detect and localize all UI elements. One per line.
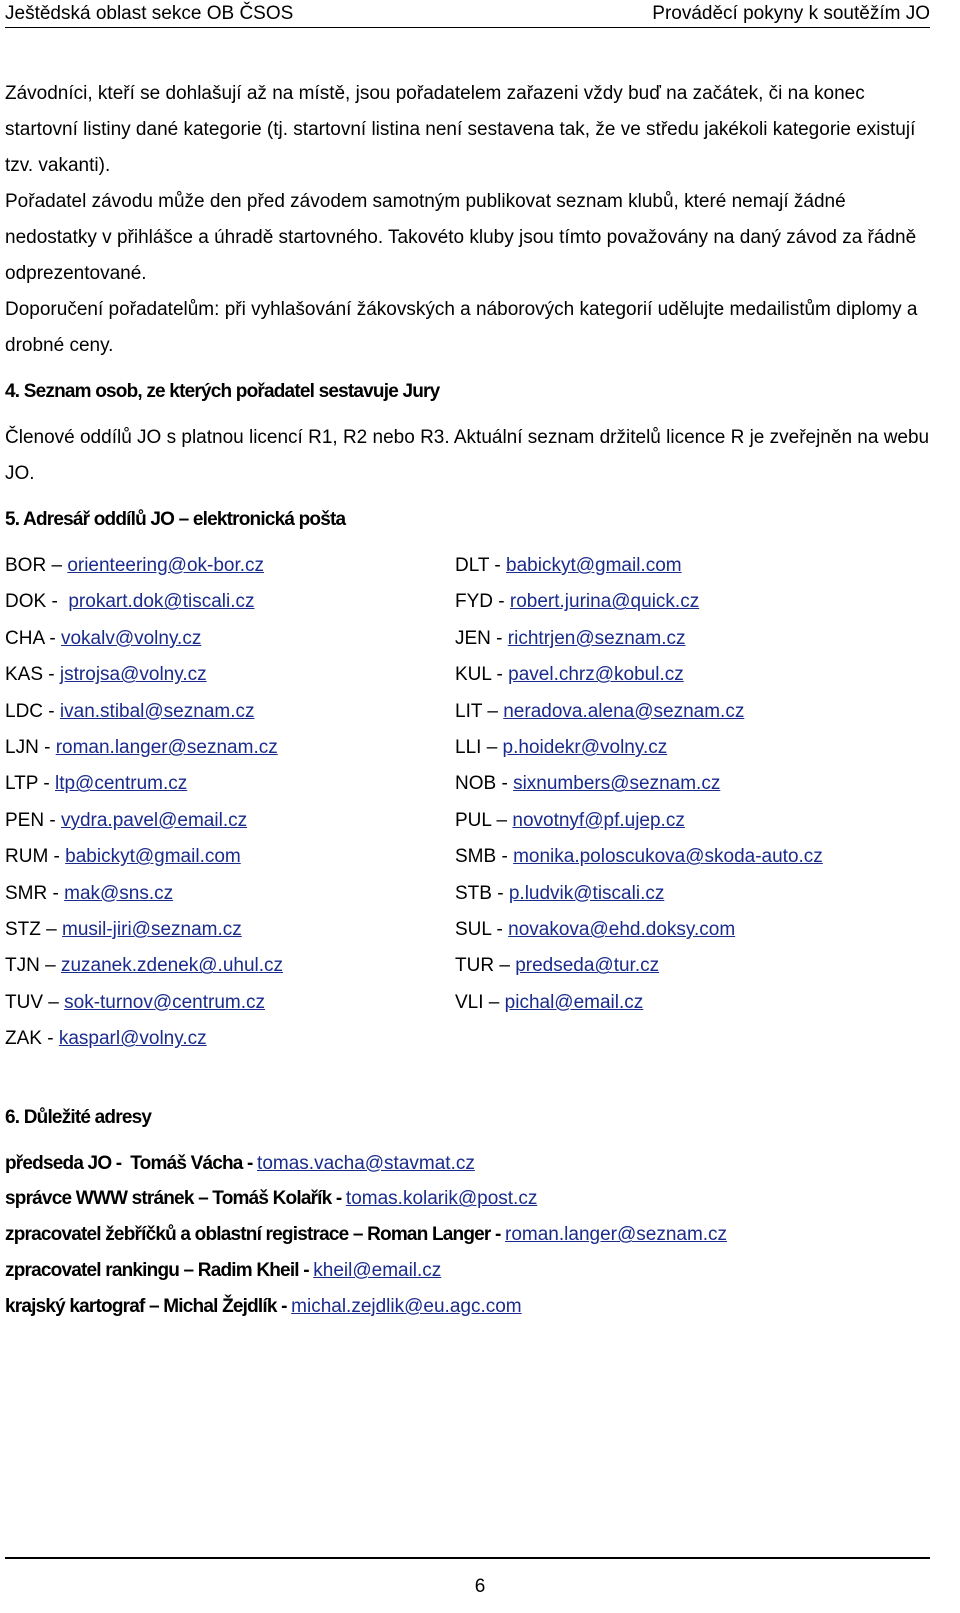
club-entry	[455, 584, 905, 620]
role-label: zpracovatel rankingu – Radim Kheil -	[5, 1260, 314, 1282]
separator: –	[491, 809, 513, 831]
role-label: zpracovatel žebříčků a oblastní registrace – Roman Langer -	[5, 1224, 506, 1246]
email-link[interactable]: vokalv@volny.cz	[60, 627, 202, 649]
club-entry	[5, 730, 455, 766]
paragraph: Závodníci, kteří se dohlašují až na místě, jsou pořadatelem zařazeni vždy buď na začátek, či na konec startovní listiny dané kategorie (tj. startovní listina není sestavena tak, že ve středu jakékoli kategorie existují tzv. vakanti).	[5, 83, 916, 176]
club-entry	[5, 766, 455, 802]
club-code: DLT	[455, 555, 490, 576]
separator: –	[494, 955, 516, 977]
email-link[interactable]: novakova@ehd.doksy.com	[508, 919, 736, 941]
club-list-left	[5, 548, 455, 1058]
club-code: RUM	[5, 846, 49, 868]
email-link[interactable]: richtrjen@seznam.cz	[507, 627, 686, 649]
club-entry	[5, 584, 455, 620]
club-code: BOR	[5, 555, 47, 576]
separator: –	[481, 737, 503, 759]
club-entry	[455, 766, 905, 802]
email-link[interactable]: predseda@tur.cz	[515, 955, 660, 977]
club-code: FYD	[455, 591, 493, 613]
email-link[interactable]: kasparl@volny.cz	[58, 1028, 207, 1050]
club-entry	[455, 803, 905, 839]
club-entry	[5, 548, 455, 584]
club-entry	[455, 912, 905, 948]
club-code: DOK	[5, 591, 47, 613]
club-code: STB	[455, 882, 492, 904]
club-entry	[455, 839, 905, 875]
separator: -	[44, 627, 61, 649]
separator: –	[40, 919, 63, 941]
email-link[interactable]: babickyt@gmail.com	[65, 846, 241, 868]
club-entry	[455, 730, 905, 766]
club-code: LTP	[5, 773, 39, 795]
role-label: správce WWW stránek – Tomáš Kolařík -	[5, 1188, 346, 1210]
email-link[interactable]: novotnyf@pf.ujep.cz	[512, 809, 685, 831]
club-entry	[455, 621, 905, 657]
email-link[interactable]: pichal@email.cz	[504, 991, 644, 1013]
club-code: LLI	[455, 737, 482, 759]
club-entry	[455, 694, 905, 730]
email-link[interactable]: babickyt@gmail.com	[506, 555, 682, 576]
club-code: LJN	[5, 737, 39, 759]
club-code: TUV	[5, 991, 43, 1013]
email-link[interactable]: zuzanek.zdenek@.uhul.cz	[60, 955, 284, 977]
club-code: TUR	[455, 955, 495, 977]
separator: –	[43, 991, 65, 1013]
email-link[interactable]: tomas.vacha@stavmat.cz	[257, 1152, 475, 1174]
separator: -	[47, 882, 65, 904]
separator: -	[493, 591, 510, 613]
separator: –	[46, 555, 68, 576]
club-entry	[455, 876, 905, 912]
email-link[interactable]: p.hoidekr@volny.cz	[502, 737, 668, 759]
club-code: NOB	[455, 773, 497, 795]
email-link[interactable]: sixnumbers@seznam.cz	[513, 773, 721, 795]
email-link[interactable]: ivan.stibal@seznam.cz	[59, 700, 255, 722]
club-entry	[5, 948, 455, 984]
club-entry	[5, 621, 455, 657]
separator: -	[496, 773, 514, 795]
club-code: JEN	[455, 627, 491, 649]
club-entry	[5, 803, 455, 839]
club-code: SMR	[5, 882, 48, 904]
club-code: SMB	[455, 846, 497, 868]
club-entry	[5, 694, 455, 730]
separator: -	[41, 1028, 59, 1050]
club-code: PUL	[455, 809, 492, 831]
club-entry	[455, 657, 905, 693]
paragraph: Pořadatel závodu může den před závodem samotným publikovat seznam klubů, které nemají žádné nedostatky v přihlášce a úhradě startovného. Takovéto kluby jsou tímto považovány na daný závod za řádně odprezentované.	[5, 191, 917, 284]
separator: -	[491, 882, 509, 904]
club-entry	[5, 1021, 455, 1057]
club-entry	[5, 839, 455, 875]
header-left: Ještědská oblast sekce OB ČSOS	[5, 2, 294, 24]
club-entry	[5, 657, 455, 693]
section-4-text: Členové oddílů JO s platnou licencí R1, R2 nebo R3. Aktuální seznam držitelů licence R je zveřejněn na webu JO.	[5, 427, 930, 484]
role-label: krajský kartograf – Michal Žejdlík -	[5, 1295, 292, 1317]
email-link[interactable]: musil-jiri@seznam.cz	[62, 919, 242, 941]
email-link[interactable]: prokart.dok@tiscali.cz	[68, 591, 255, 613]
important-address-entry	[5, 1181, 930, 1217]
important-addresses	[5, 1146, 930, 1325]
club-code: ZAK	[5, 1028, 42, 1050]
email-link[interactable]: pavel.chrz@kobul.cz	[508, 664, 684, 686]
important-address-entry	[5, 1253, 930, 1289]
separator: -	[43, 700, 60, 722]
email-link[interactable]: robert.jurina@quick.cz	[509, 591, 700, 613]
separator: -	[38, 737, 56, 759]
separator: -	[496, 846, 514, 868]
club-entry	[455, 948, 905, 984]
email-link[interactable]: mak@sns.cz	[64, 882, 174, 904]
club-code: SUL	[455, 919, 492, 941]
section-5-heading: 5. Adresář oddílů JO – elektronická pošta	[5, 509, 346, 530]
separator: -	[490, 627, 508, 649]
separator: -	[38, 773, 55, 795]
club-code: STZ	[5, 919, 41, 941]
email-link[interactable]: ltp@centrum.cz	[54, 773, 188, 795]
email-link[interactable]: sok-turnov@centrum.cz	[64, 991, 266, 1013]
separator: -	[48, 846, 66, 868]
role-label: předseda JO - Tomáš Vácha -	[5, 1152, 258, 1174]
club-entry	[5, 876, 455, 912]
separator: -	[489, 555, 507, 576]
email-link[interactable]: tomas.kolarik@post.cz	[345, 1188, 538, 1210]
email-link[interactable]: vydra.pavel@email.cz	[60, 809, 248, 831]
email-link[interactable]: neradova.alena@seznam.cz	[503, 700, 745, 722]
important-address-entry	[5, 1289, 930, 1325]
club-entry	[5, 912, 455, 948]
separator: -	[43, 664, 60, 686]
email-link[interactable]: roman.langer@seznam.cz	[55, 737, 278, 759]
club-entry	[455, 548, 905, 584]
important-address-entry	[5, 1217, 930, 1253]
email-link[interactable]: michal.zejdlik@eu.agc.com	[291, 1295, 522, 1317]
email-link[interactable]: p.ludvik@tiscali.cz	[508, 882, 665, 904]
club-code: LIT	[455, 700, 483, 722]
section-4-heading: 4. Seznam osob, ze kterých pořadatel sestavuje Jury	[5, 381, 440, 402]
separator: –	[39, 955, 61, 977]
page-header	[5, 0, 930, 28]
club-entry	[455, 985, 905, 1021]
email-link[interactable]: roman.langer@seznam.cz	[505, 1224, 728, 1246]
header-right: Prováděcí pokyny k soutěžím JO	[652, 2, 930, 24]
email-link[interactable]: kheil@email.cz	[313, 1260, 442, 1282]
separator: -	[44, 809, 61, 831]
page-number: 6	[474, 1576, 486, 1597]
club-code: KAS	[5, 664, 44, 686]
paragraph: Doporučení pořadatelům: při vyhlašování žákovských a náborových kategorií udělujte medailistům diplomy a drobné ceny.	[5, 299, 918, 356]
separator: –	[482, 700, 504, 722]
club-code: LDC	[5, 700, 44, 722]
club-code: KUL	[455, 664, 492, 686]
email-link[interactable]: orienteering@ok-bor.cz	[67, 555, 265, 576]
club-entry	[5, 985, 455, 1021]
email-link[interactable]: jstrojsa@volny.cz	[59, 664, 207, 686]
club-list-right	[455, 548, 905, 1058]
club-code: TJN	[5, 955, 40, 977]
club-code: VLI	[455, 991, 484, 1013]
separator: -	[46, 591, 69, 613]
separator: -	[491, 664, 509, 686]
page-content	[5, 76, 930, 1325]
email-link[interactable]: monika.poloscukova@skoda-auto.cz	[513, 846, 823, 868]
club-code: CHA	[5, 627, 45, 649]
club-code: PEN	[5, 809, 45, 831]
important-address-entry	[5, 1146, 930, 1182]
separator: -	[491, 919, 509, 941]
section-6-heading: 6. Důležité adresy	[5, 1106, 152, 1128]
club-email-directory	[5, 548, 930, 1058]
separator: –	[483, 991, 505, 1013]
footer-rule	[5, 1557, 930, 1559]
